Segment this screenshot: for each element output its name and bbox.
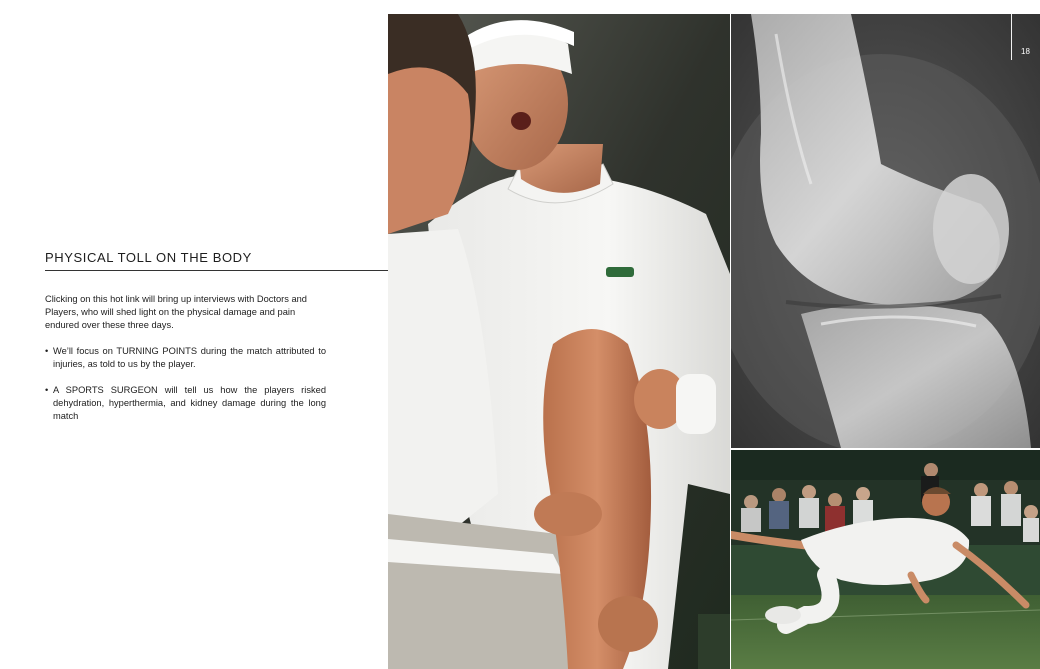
- photo-player-diving: [731, 450, 1040, 669]
- section-title: PHYSICAL TOLL ON THE BODY: [45, 250, 252, 265]
- bullet-text: A SPORTS SURGEON will tell us how the players risked dehydration, hyperthermia, and kidney damage during the long match: [53, 385, 326, 421]
- photo-knee-xray: [731, 14, 1040, 448]
- bullet-list: [45, 345, 326, 423]
- bullet-marker: •: [45, 385, 49, 395]
- bullet-turning-points: [45, 345, 326, 371]
- intro-paragraph[interactable]: Clicking on this hot link will bring up interviews with Doctors and Players, who will shed light on the physical damage and pain endured over these three days.: [45, 294, 307, 330]
- page-number-divider: [1011, 14, 1012, 60]
- title-divider: [45, 270, 388, 271]
- photo-player-treatment: [388, 14, 730, 669]
- body-text: [45, 293, 326, 436]
- player-diving-illustration: [731, 450, 1040, 669]
- knee-xray-illustration: [731, 14, 1040, 448]
- page-number: 18: [1021, 47, 1030, 56]
- player-treatment-illustration: [388, 14, 730, 669]
- bullet-sports-surgeon: [45, 384, 326, 423]
- bullet-marker: •: [45, 346, 49, 356]
- bullet-text: We’ll focus on TURNING POINTS during the match attributed to injuries, as told to us by the player.: [53, 346, 326, 369]
